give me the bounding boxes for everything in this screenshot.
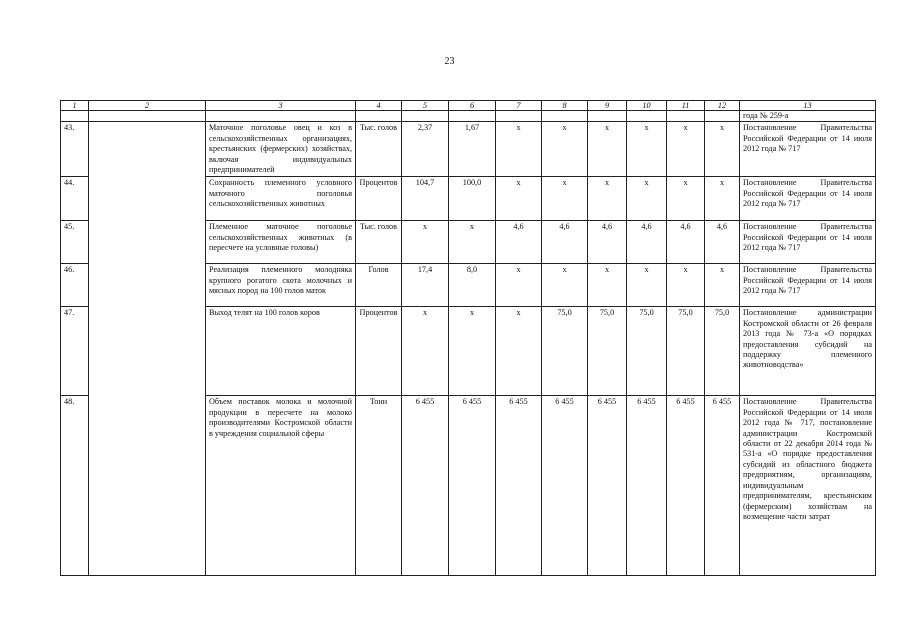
value-cell: 6 455 — [542, 396, 588, 576]
unit: Тонн — [356, 396, 402, 576]
value-cell: 1,67 — [449, 122, 496, 177]
value-cell: 6 455 — [449, 396, 496, 576]
legal-reference: Постановление Правительства Российской Федерации от 14 июля 2012 года № 717, постановление администрации Костромской области от 22 декабря 2014 года № 531-а «О порядке предоставления субсидий из областного бюджета предприятиям, организациям, индивидуальным предпринимателям, крестьянским (фермерским) хозяйствам на возмещение части затрат — [740, 396, 876, 576]
row-number: 44. — [61, 177, 89, 221]
header-cell: 12 — [705, 101, 740, 111]
value-cell: х — [496, 307, 542, 396]
header-cell: 7 — [496, 101, 542, 111]
legal-reference: Постановление Правительства Российской Федерации от 14 июля 2012 года № 717 — [740, 122, 876, 177]
value-cell: 4,6 — [667, 221, 705, 264]
header-cell: 2 — [89, 101, 206, 111]
value-cell: 75,0 — [588, 307, 627, 396]
value-cell: 100,0 — [449, 177, 496, 221]
legal-reference: Постановление Правительства Российской Федерации от 14 июля 2012 года № 717 — [740, 177, 876, 221]
value-cell: х — [542, 264, 588, 307]
indicator-name: Сохранность племенного условного маточного поголовья сельскохозяйственных животных — [206, 177, 356, 221]
header-cell: 11 — [667, 101, 705, 111]
header-cell: 8 — [542, 101, 588, 111]
legal-reference: Постановление Правительства Российской Федерации от 14 июля 2012 года № 717 — [740, 264, 876, 307]
row-number: 45. — [61, 221, 89, 264]
value-cell: 104,7 — [402, 177, 449, 221]
continuation-row — [61, 111, 876, 122]
value-cell: х — [627, 122, 667, 177]
column-2-blank — [89, 122, 206, 576]
value-cell: х — [627, 177, 667, 221]
row-number: 46. — [61, 264, 89, 307]
value-cell: 6 455 — [627, 396, 667, 576]
header-cell: 13 — [740, 101, 876, 111]
value-cell: х — [542, 177, 588, 221]
value-cell: х — [496, 122, 542, 177]
unit: Голов — [356, 264, 402, 307]
indicator-name: Выход телят на 100 голов коров — [206, 307, 356, 396]
legal-reference: Постановление администрации Костромской области от 26 февраля 2013 года № 73-а «О порядках предоставления субсидий на поддержку племенного животноводства» — [740, 307, 876, 396]
header-cell: 3 — [206, 101, 356, 111]
value-cell: 8,0 — [449, 264, 496, 307]
page-number: 23 — [444, 56, 455, 67]
value-cell: 75,0 — [627, 307, 667, 396]
value-cell: х — [627, 264, 667, 307]
indicators-table — [60, 100, 876, 576]
value-cell: 17,4 — [402, 264, 449, 307]
value-cell: х — [705, 177, 740, 221]
value-cell: 6 455 — [402, 396, 449, 576]
value-cell: 2,37 — [402, 122, 449, 177]
value-cell: 6 455 — [667, 396, 705, 576]
header-cell: 4 — [356, 101, 402, 111]
value-cell: х — [667, 177, 705, 221]
value-cell: х — [449, 221, 496, 264]
indicator-name: Объем поставок молока и молочной продукции в пересчете на молоко производителями Костромской области в учреждения социальной сферы — [206, 396, 356, 576]
value-cell: х — [588, 122, 627, 177]
indicator-name: Маточное поголовье овец и коз в сельскохозяйственных организациях, крестьянских (фермерских) хозяйствах, включая индивидуальных предпринимателей — [206, 122, 356, 177]
row-number: 48. — [61, 396, 89, 576]
value-cell: х — [667, 122, 705, 177]
indicator-name: Племенное маточное поголовье сельскохозяйственных животных (в пересчете на условные головы) — [206, 221, 356, 264]
value-cell: х — [496, 264, 542, 307]
value-cell: х — [402, 221, 449, 264]
unit: Процентов — [356, 307, 402, 396]
row-number: 47. — [61, 307, 89, 396]
row-number: 43. — [61, 122, 89, 177]
value-cell: 4,6 — [496, 221, 542, 264]
value-cell: х — [588, 177, 627, 221]
value-cell: 75,0 — [667, 307, 705, 396]
value-cell: х — [705, 122, 740, 177]
value-cell: 75,0 — [705, 307, 740, 396]
value-cell: х — [449, 307, 496, 396]
value-cell: х — [402, 307, 449, 396]
value-cell: 4,6 — [705, 221, 740, 264]
value-cell: 6 455 — [705, 396, 740, 576]
legal-reference: Постановление Правительства Российской Федерации от 14 июля 2012 года № 717 — [740, 221, 876, 264]
header-cell: 1 — [61, 101, 89, 111]
header-cell: 6 — [449, 101, 496, 111]
header-cell: 5 — [402, 101, 449, 111]
continuation-text: года № 259-а — [740, 111, 876, 122]
header-cell: 10 — [627, 101, 667, 111]
header-row — [61, 101, 876, 111]
value-cell: 4,6 — [627, 221, 667, 264]
unit: Тыс. голов — [356, 122, 402, 177]
value-cell: 4,6 — [542, 221, 588, 264]
unit: Процентов — [356, 177, 402, 221]
value-cell: 4,6 — [588, 221, 627, 264]
value-cell: х — [542, 122, 588, 177]
value-cell: х — [496, 177, 542, 221]
unit: Тыс. голов — [356, 221, 402, 264]
value-cell: х — [588, 264, 627, 307]
indicator-name: Реализация племенного молодняка крупного рогатого скота молочных и мясных пород на 100 голов маток — [206, 264, 356, 307]
value-cell: 6 455 — [588, 396, 627, 576]
value-cell: х — [705, 264, 740, 307]
table-row — [61, 122, 876, 177]
value-cell: х — [667, 264, 705, 307]
value-cell: 6 455 — [496, 396, 542, 576]
header-cell: 9 — [588, 101, 627, 111]
value-cell: 75,0 — [542, 307, 588, 396]
